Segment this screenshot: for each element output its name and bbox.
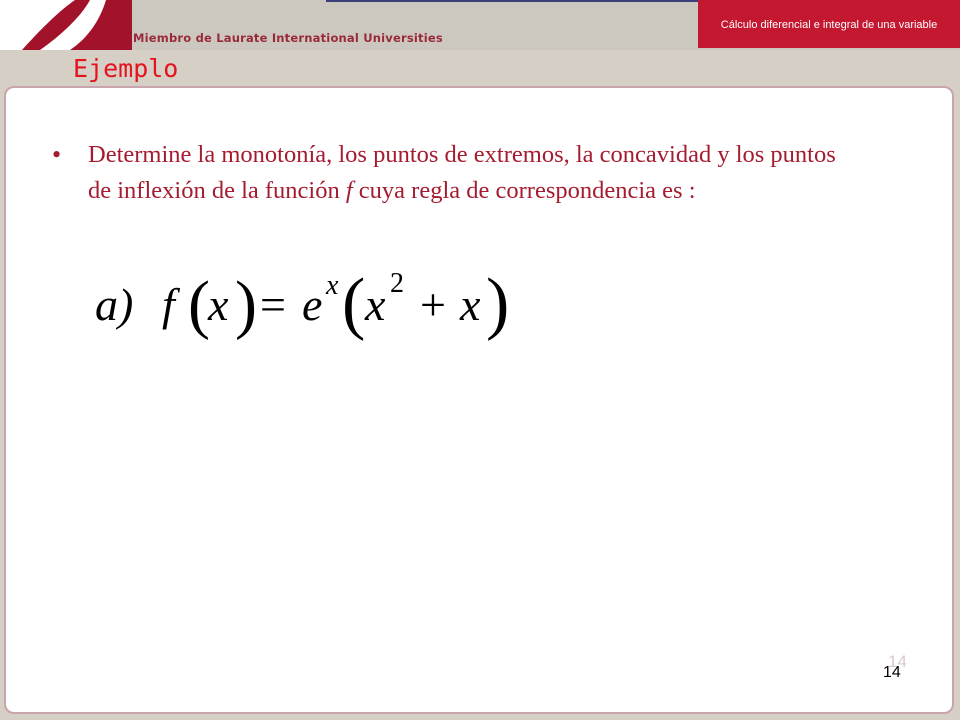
header-rule [326, 0, 698, 2]
course-title: Cálculo diferencial e integral de una variable [720, 19, 938, 31]
university-logo [0, 0, 132, 50]
formula-equals: = [260, 279, 286, 330]
formula-exponent: x [326, 270, 339, 301]
course-title-box [698, 0, 960, 48]
formula-last-x: x [460, 279, 481, 330]
formula-inner-x: x [365, 279, 386, 330]
formula-close-paren: ) [235, 268, 257, 341]
bullet-icon: • [52, 140, 62, 169]
formula-open-paren: ( [188, 268, 210, 341]
formula-x: x [208, 279, 229, 330]
bullet-text [88, 137, 848, 209]
bullet-text-part2: cuya regla de correspondencia es : [352, 177, 696, 204]
member-text: Miembro de Laurate International Universities [133, 31, 443, 45]
formula-f: f [162, 279, 175, 330]
slide-title: Ejemplo [73, 54, 179, 83]
function-variable: f [345, 177, 353, 204]
bullet-text-part1: Determine la monotonía, los puntos de extremos, la concavidad y los puntos de inflexión de la función [88, 141, 836, 204]
formula-open-paren-2: ( [342, 265, 366, 342]
formula-e: e [302, 279, 323, 330]
formula [90, 258, 520, 348]
page-number-ghost: 14 [888, 652, 907, 671]
formula-close-paren-2: ) [486, 265, 510, 342]
header-band [0, 0, 960, 50]
page-number: 14 [883, 664, 901, 681]
formula-plus: + [420, 279, 446, 330]
formula-label: a) [95, 279, 134, 330]
formula-power: 2 [390, 268, 404, 299]
